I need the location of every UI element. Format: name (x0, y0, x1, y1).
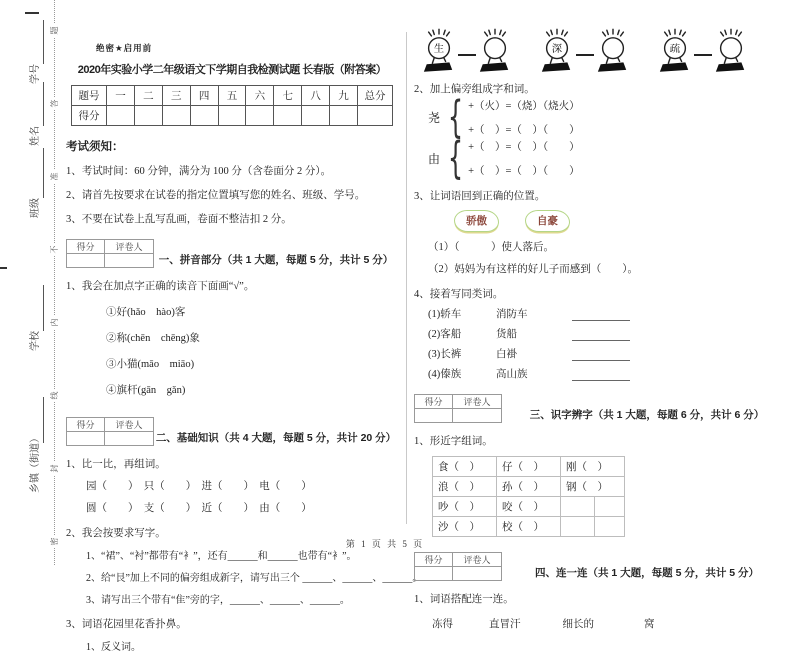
lightbulb-icon (422, 28, 456, 74)
score-cell[interactable] (330, 106, 358, 126)
grader-score-box (66, 417, 154, 446)
question-text: 4、接着写同类词。 (414, 289, 504, 300)
radical-equation[interactable]: +（ ）=（ ）（ ） (468, 166, 580, 177)
grid-cell[interactable]: 食（ ） (433, 457, 497, 477)
matching-words-row (432, 616, 792, 631)
grader-score-box (414, 552, 502, 581)
name-line (43, 82, 44, 126)
grid-cell[interactable]: 刚（ ） (561, 457, 625, 477)
sub-question[interactable]: 3、请写出三个带有“隹”旁的字，______、______、______。 (86, 595, 350, 606)
connector-dash (576, 54, 594, 56)
answer-blank[interactable] (572, 309, 630, 321)
empty-lightbulb-icon[interactable] (596, 28, 630, 74)
score-box-score-label: 得分 (415, 395, 453, 409)
score-header-cell: 六 (246, 86, 274, 106)
score-header-cell: 八 (302, 86, 330, 106)
section-two-header (66, 417, 398, 446)
grid-cell[interactable]: 孙（ ） (497, 477, 561, 497)
seal-char: 准 (48, 170, 61, 183)
category-word: 货船 (496, 329, 517, 340)
question-text: 2、我会按要求写字。 (66, 528, 166, 539)
name-label: 姓名 (30, 126, 41, 146)
fill-blank-sentence[interactable]: （2）妈妈为有这样的好儿子而感到（ ）。 (428, 264, 638, 275)
sub-question[interactable]: 1、“裙”、“衬”都带有“衤”，还有______和______也带有“衤”。 (86, 551, 357, 562)
score-box-cell[interactable] (105, 432, 154, 446)
score-cell[interactable] (274, 106, 302, 126)
grid-cell-empty (561, 517, 595, 537)
score-cell[interactable] (218, 106, 246, 126)
fold-mark-top (25, 12, 39, 14)
grid-cell-empty (561, 497, 595, 517)
bulb-word: 疏 (669, 43, 681, 55)
school-line (43, 285, 44, 331)
word-pair-line[interactable]: 园（ ） 只（ ） 进（ ） 电（ ） (86, 481, 312, 492)
empty-lightbulb-icon[interactable] (714, 28, 748, 74)
similar-character-grid (432, 456, 625, 537)
category-word: (3)长裤 (428, 349, 462, 360)
radical-group (428, 133, 792, 184)
grid-cell[interactable]: 吵（ ） (433, 497, 497, 517)
pinyin-choice-item[interactable]: ④旗杆(gān gǎn) (106, 385, 186, 396)
category-word: (2)客船 (428, 329, 462, 340)
notice-item: 1、考试时间：60 分钟，满分为 100 分（含卷面分 2 分）。 (66, 166, 332, 177)
page-number-footer: 第 1 页 共 5 页 (345, 539, 425, 549)
seal-char: 线 (48, 389, 61, 402)
score-cell[interactable] (246, 106, 274, 126)
matching-word[interactable]: 直冒汗 (489, 619, 521, 630)
bulb-pair (658, 28, 748, 74)
bulb-word: 生 (433, 43, 445, 55)
seal-char: 不 (48, 243, 61, 256)
score-header-cell: 总分 (358, 86, 393, 106)
class-label: 班级 (30, 198, 41, 218)
lightbulb-icon (540, 28, 574, 74)
section-one-title: 一、拼音部分（共 1 大题，每题 5 分，共计 5 分） (158, 254, 394, 266)
seal-binding-line (54, 0, 55, 565)
notice-item: 2、请首先按要求在试卷的指定位置填写您的姓名、班级、学号。 (66, 190, 366, 201)
question-text: 1、我会在加点字正确的读音下面画“√”。 (66, 281, 255, 292)
score-box-score-label: 得分 (67, 418, 105, 432)
category-word: 消防车 (496, 309, 528, 320)
pinyin-choice-item[interactable]: ②称(chēn chēng)象 (106, 333, 200, 344)
category-word: (4)傣族 (428, 369, 462, 380)
score-box-grader-label: 评卷人 (105, 240, 154, 254)
connector-dash (458, 54, 476, 56)
category-word: 白褂 (496, 349, 517, 360)
category-word: 高山族 (496, 369, 528, 380)
fill-blank-sentence[interactable]: （1）（ ）使人落后。 (428, 242, 554, 253)
grid-cell[interactable]: 浪（ ） (433, 477, 497, 497)
base-character: 尧 (428, 111, 441, 125)
section-three-header (414, 394, 792, 423)
class-line (43, 148, 44, 198)
score-box-grader-label: 评卷人 (453, 553, 502, 567)
score-header-row (72, 86, 393, 106)
grid-cell-empty (595, 497, 625, 517)
category-word-row (428, 366, 792, 381)
lightbulb-icon (658, 28, 692, 74)
seal-char: 题 (48, 24, 61, 37)
grader-score-box (66, 239, 154, 268)
bulb-word: 深 (551, 43, 563, 55)
score-box-grader-label: 评卷人 (105, 418, 154, 432)
score-header-cell: 一 (107, 86, 135, 106)
bulb-pair (422, 28, 512, 74)
score-box-cell[interactable] (67, 254, 105, 268)
section-three-title: 三、识字辨字（共 1 大题，每题 6 分，共计 6 分） (529, 409, 765, 421)
score-box-cell[interactable] (415, 409, 453, 423)
township-label: 乡镇（街道） (30, 433, 41, 493)
category-word-row (428, 306, 792, 321)
radical-equation[interactable]: +（ ）=（ ）（ ） (468, 125, 580, 136)
answer-blank[interactable] (572, 349, 630, 361)
section-four-title: 四、连一连（共 1 大题，每题 5 分，共计 5 分） (534, 567, 760, 579)
grid-cell[interactable]: 咬（ ） (497, 497, 561, 517)
section-two-title: 二、基础知识（共 4 大题，每题 5 分，共计 20 分） (155, 432, 397, 444)
score-box-cell[interactable] (67, 432, 105, 446)
score-cell[interactable] (358, 106, 393, 126)
score-cell[interactable] (190, 106, 218, 126)
matching-word[interactable]: 窝 (644, 619, 655, 630)
score-row-label: 得分 (72, 106, 107, 126)
word-pair-line[interactable]: 圆（ ） 支（ ） 近（ ） 由（ ） (86, 503, 312, 514)
score-cell[interactable] (107, 106, 135, 126)
score-header-cell: 三 (162, 86, 190, 106)
word-badge[interactable]: 骄傲 (454, 210, 499, 232)
student-number-line (43, 20, 44, 64)
score-header-cell: 九 (330, 86, 358, 106)
score-box-cell[interactable] (453, 409, 502, 423)
score-header-cell: 四 (190, 86, 218, 106)
section-one-header (66, 239, 398, 268)
radical-equation[interactable]: +（ ）=（ ）（ ） (468, 142, 580, 153)
question-text: 3、让词语回到正确的位置。 (414, 191, 546, 202)
base-character: 由 (428, 152, 441, 166)
notice-item: 3、不要在试卷上乱写乱画，卷面不整洁扣 2 分。 (66, 214, 292, 225)
matching-word[interactable]: 冻得 (432, 619, 453, 630)
score-box-score-label: 得分 (415, 553, 453, 567)
answer-blank[interactable] (572, 329, 630, 341)
score-header-cell: 二 (134, 86, 162, 106)
score-header-cell: 七 (274, 86, 302, 106)
question-text: 1、形近字组词。 (414, 436, 493, 447)
score-summary-table (71, 85, 393, 126)
question-text: 3、词语花园里花香扑鼻。 (66, 619, 187, 630)
township-line (43, 397, 44, 443)
score-box-cell[interactable] (105, 254, 154, 268)
matching-word[interactable]: 细长的 (562, 619, 594, 630)
section-four-header (414, 552, 792, 581)
column-divider (406, 32, 407, 524)
brace-glyph: { (447, 92, 464, 143)
security-label: 绝密★启用前 (96, 43, 153, 53)
seal-char: 内 (48, 316, 61, 329)
score-cell[interactable] (302, 106, 330, 126)
notice-title: 考试须知： (66, 141, 124, 153)
question-text: 1、比一比，再组词。 (66, 459, 166, 470)
score-cell[interactable] (134, 106, 162, 126)
pinyin-choice-item[interactable]: ①好(hǎo hào)客 (106, 307, 186, 318)
grid-cell[interactable]: 沙（ ） (433, 517, 497, 537)
antonym-bulb-row (422, 28, 792, 74)
score-box-grader-label: 评卷人 (453, 395, 502, 409)
grader-score-box (414, 394, 502, 423)
score-cell[interactable] (162, 106, 190, 126)
sub-question[interactable]: 2、给“艮”加上不同的偏旁组成新字，请写出三个 ______、______、______。 (86, 573, 423, 584)
score-value-row (72, 106, 393, 126)
word-badge-row (454, 210, 792, 232)
question-text: 1、词语搭配连一连。 (414, 594, 514, 605)
word-badge[interactable]: 自豪 (525, 210, 570, 232)
question-text: 2、加上偏旁组成字和词。 (414, 84, 535, 95)
score-box-score-label: 得分 (67, 240, 105, 254)
bulb-pair (540, 28, 630, 74)
brace-glyph: { (447, 133, 464, 184)
category-word: (1)轿车 (428, 309, 462, 320)
score-header-cell: 题号 (72, 86, 107, 106)
seal-char: 密 (48, 535, 61, 548)
score-header-cell: 五 (218, 86, 246, 106)
sub-question: 1、反义词。 (86, 642, 141, 653)
connector-dash (694, 54, 712, 56)
empty-lightbulb-icon[interactable] (478, 28, 512, 74)
category-word-row (428, 346, 792, 361)
grid-cell-empty (595, 517, 625, 537)
radical-group (428, 92, 792, 143)
page-title: 2020年实验小学二年级语文下学期自我检测试题 长春版（附答案） (77, 64, 387, 76)
fold-mark-left (0, 267, 7, 269)
score-box-cell[interactable] (453, 567, 502, 581)
seal-char: 答 (48, 97, 61, 110)
category-word-row (428, 326, 792, 341)
answer-blank[interactable] (572, 369, 630, 381)
radical-equation: +（火）=（烧）（烧火） (468, 101, 580, 112)
school-label: 学校 (30, 331, 41, 351)
seal-char: 封 (48, 462, 61, 475)
grid-cell[interactable]: 钢（ ） (561, 477, 625, 497)
grid-cell[interactable]: 仔（ ） (497, 457, 561, 477)
student-number-label: 学号 (30, 64, 41, 84)
score-box-cell[interactable] (415, 567, 453, 581)
left-column (66, 42, 423, 653)
grid-cell[interactable]: 校（ ） (497, 517, 561, 537)
pinyin-choice-item[interactable]: ③小猫(māo miāo) (106, 359, 195, 370)
